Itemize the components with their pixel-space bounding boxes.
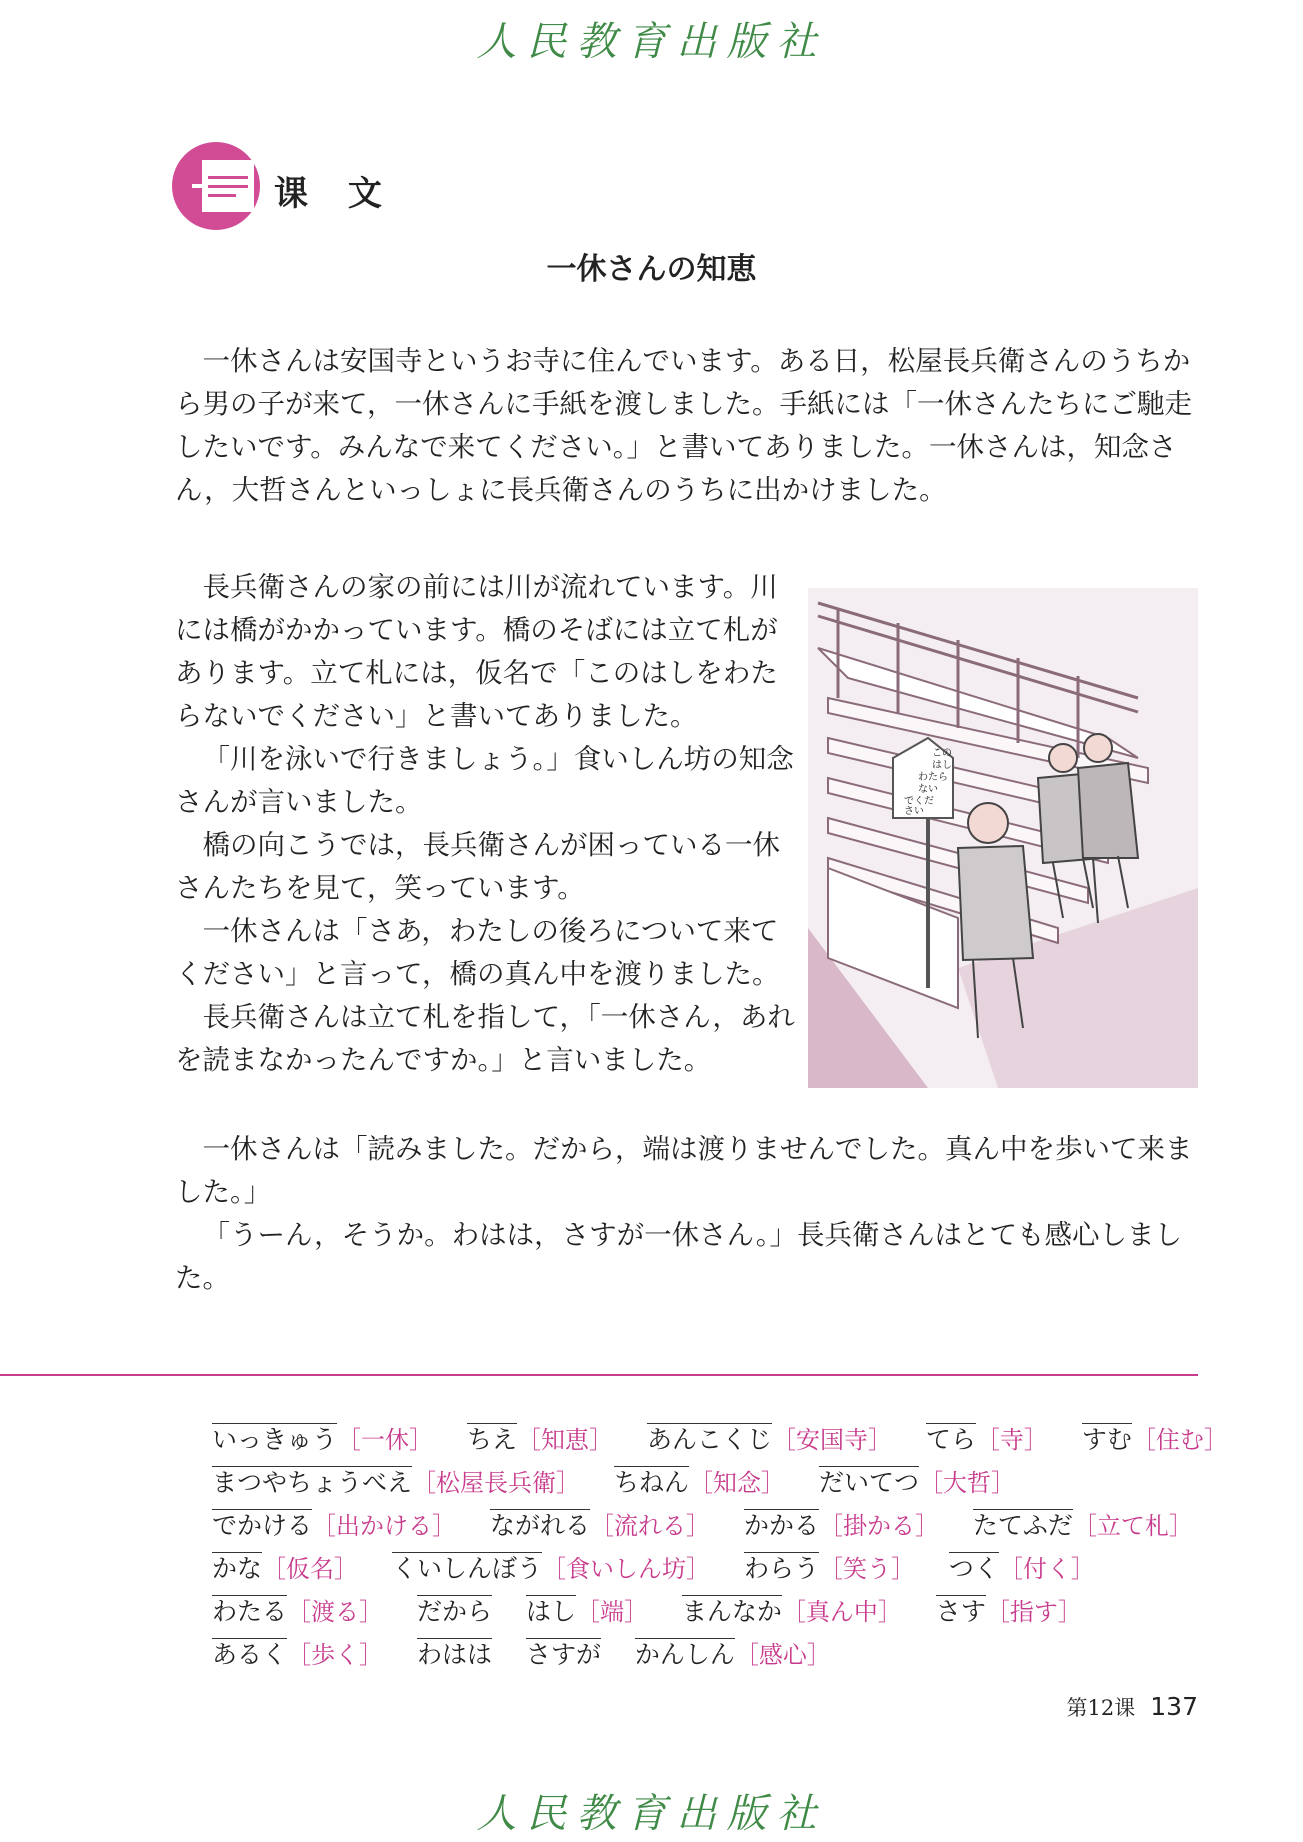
section-divider	[0, 1374, 1198, 1376]
paragraph: 長兵衛さんの家の前には川が流れています。川には橋がかかっています。橋のそばには立て札があります。立て札には，仮名で「このはしをわたらないでください」と書いてありました。	[175, 571, 778, 732]
vocab-item	[212, 1418, 433, 1462]
lesson-title: 一休さんの知恵	[546, 252, 757, 287]
vocab-item	[635, 1633, 831, 1677]
vocab-kanji: ［真ん中］	[781, 1598, 902, 1626]
text-section-icon	[172, 142, 260, 230]
vocab-kanji: ［仮名］	[262, 1555, 359, 1583]
lesson-number: 第12课	[1066, 1696, 1136, 1720]
text-block-bottom	[175, 1128, 1203, 1300]
vocab-reading: だいてつ	[818, 1468, 919, 1497]
paragraph: 橋の向こうでは，長兵衛さんが困っている一休さんたちを見て，笑っています。	[175, 829, 780, 904]
vocab-item	[973, 1504, 1193, 1548]
paragraph: 「うーん，そうか。わはは，さすが一休さん。」長兵衛さんはとても感心しました。	[175, 1219, 1183, 1294]
vocab-kanji: ［食いしん坊］	[541, 1555, 710, 1583]
paragraph: 長兵衛さんは立て札を指して，「一休さん，あれを読まなかったんですか。」と言いました。	[175, 1001, 795, 1076]
vocab-reading: はし	[525, 1597, 576, 1626]
vocab-reading: わたる	[212, 1597, 288, 1626]
vocab-item	[926, 1418, 1048, 1462]
vocab-reading: だから	[416, 1597, 492, 1626]
vocab-item	[744, 1504, 939, 1548]
vocab-kanji: ［指す］	[985, 1598, 1082, 1626]
vocab-kanji: ［歩く］	[287, 1641, 384, 1669]
vocab-reading: ながれる	[489, 1511, 590, 1540]
vocab-kanji: ［付く］	[998, 1555, 1095, 1583]
vocab-item	[392, 1547, 710, 1591]
vocab-item	[1082, 1418, 1228, 1462]
vocab-item	[744, 1547, 915, 1591]
vocab-item	[614, 1461, 785, 1505]
vocabulary-list	[212, 1418, 1228, 1676]
vocab-kanji: ［立て札］	[1072, 1512, 1193, 1540]
page-number: 137	[1150, 1692, 1198, 1721]
vocab-item	[526, 1633, 601, 1677]
vocab-reading: たてふだ	[972, 1511, 1073, 1540]
vocab-item	[467, 1418, 613, 1462]
vocab-reading: ちえ	[466, 1425, 517, 1454]
vocab-item	[526, 1590, 648, 1634]
vocab-item	[682, 1590, 902, 1634]
vocab-reading: あんこくじ	[646, 1425, 772, 1454]
vocab-item	[417, 1590, 492, 1634]
vocab-item	[417, 1633, 492, 1677]
vocab-item	[949, 1547, 1095, 1591]
vocab-row	[212, 1461, 1212, 1504]
svg-text:はし: はし	[932, 760, 952, 771]
svg-text:ない: ない	[918, 784, 938, 795]
vocab-reading: かんしん	[634, 1640, 735, 1669]
vocab-item	[212, 1504, 456, 1548]
vocab-item	[819, 1461, 1015, 1505]
vocab-reading: くいしんぼう	[391, 1554, 542, 1583]
vocab-kanji: ［笑う］	[818, 1555, 915, 1583]
vocab-reading: でかける	[212, 1511, 313, 1540]
vocab-reading: わらう	[743, 1554, 819, 1583]
svg-text:この: この	[932, 748, 952, 759]
svg-text:さい: さい	[904, 806, 924, 817]
text-block-top	[175, 340, 1203, 512]
vocab-kanji: ［安国寺］	[771, 1426, 892, 1454]
vocab-reading: ちねん	[613, 1468, 689, 1497]
paragraph: 「川を泳いで行きましょう。」食いしん坊の知念さんが言いました。	[175, 743, 794, 818]
vocab-kanji: ［掛かる］	[818, 1512, 939, 1540]
vocab-kanji: ［端］	[575, 1598, 648, 1626]
vocab-item	[647, 1418, 892, 1462]
vocab-kanji: ［住む］	[1131, 1426, 1228, 1454]
publisher-logo-bottom: 人民教育出版社	[476, 1791, 827, 1837]
vocab-row	[212, 1590, 1212, 1633]
vocab-item	[212, 1633, 383, 1677]
vocab-row	[212, 1633, 1212, 1676]
svg-text:わたら: わたら	[918, 772, 948, 783]
vocab-reading: わはは	[416, 1640, 492, 1669]
bridge-illustration	[808, 588, 1198, 1088]
vocab-reading: つく	[948, 1554, 999, 1583]
vocab-kanji: ［寺］	[975, 1426, 1048, 1454]
vocab-item	[212, 1547, 358, 1591]
paragraph: 一休さんは「読みました。だから，端は渡りませんでした。真ん中を歩いて来ました。」	[175, 1133, 1193, 1208]
vocab-reading: まつやちょうべえ	[212, 1468, 413, 1497]
vocab-kanji: ［渡る］	[287, 1598, 384, 1626]
vocab-reading: まんなか	[681, 1597, 782, 1626]
paragraph: 一休さんは安国寺というお寺に住んでいます。ある日，松屋長兵衛さんのうちから男の子が来て，一休さんに手紙を渡しました。手紙には「一休さんたちにご馳走したいです。みんなで来てください。」と書いてありました。一休さんは，知念さん，大哲さんといっしょに長兵衛さんのうちに出かけました。	[175, 345, 1192, 506]
vocab-row	[212, 1547, 1212, 1590]
vocab-reading: さすが	[525, 1640, 601, 1669]
svg-text:でくだ: でくだ	[904, 796, 934, 807]
vocab-reading: すむ	[1081, 1425, 1132, 1454]
vocab-kanji: ［知恵］	[516, 1426, 613, 1454]
vocab-reading: てら	[925, 1425, 976, 1454]
publisher-logo-top: 人民教育出版社	[476, 19, 827, 65]
vocab-reading: いっきゅう	[212, 1425, 338, 1454]
vocab-item	[936, 1590, 1082, 1634]
vocab-kanji: ［大哲］	[918, 1469, 1015, 1497]
vocab-reading: さす	[935, 1597, 986, 1626]
vocab-row	[212, 1418, 1228, 1461]
vocab-kanji: ［出かける］	[312, 1512, 457, 1540]
paragraph: 一休さんは「さあ，わたしの後ろについて来てください」と言って，橋の真ん中を渡りました。	[175, 915, 780, 990]
vocab-item	[212, 1461, 580, 1505]
vocab-reading: あるく	[212, 1640, 288, 1669]
vocab-reading: かな	[212, 1554, 263, 1583]
vocab-kanji: ［流れる］	[589, 1512, 710, 1540]
vocab-kanji: ［知念］	[688, 1469, 785, 1497]
text-block-side	[175, 566, 799, 1082]
vocab-kanji: ［感心］	[734, 1641, 831, 1669]
vocab-kanji: ［一休］	[337, 1426, 434, 1454]
page-footer	[1066, 1692, 1198, 1722]
vocab-kanji: ［松屋長兵衛］	[412, 1469, 581, 1497]
vocab-item	[490, 1504, 710, 1548]
section-label: 课 文	[274, 174, 396, 214]
vocab-reading: かかる	[743, 1511, 819, 1540]
vocab-item	[212, 1590, 383, 1634]
vocab-row	[212, 1504, 1212, 1547]
